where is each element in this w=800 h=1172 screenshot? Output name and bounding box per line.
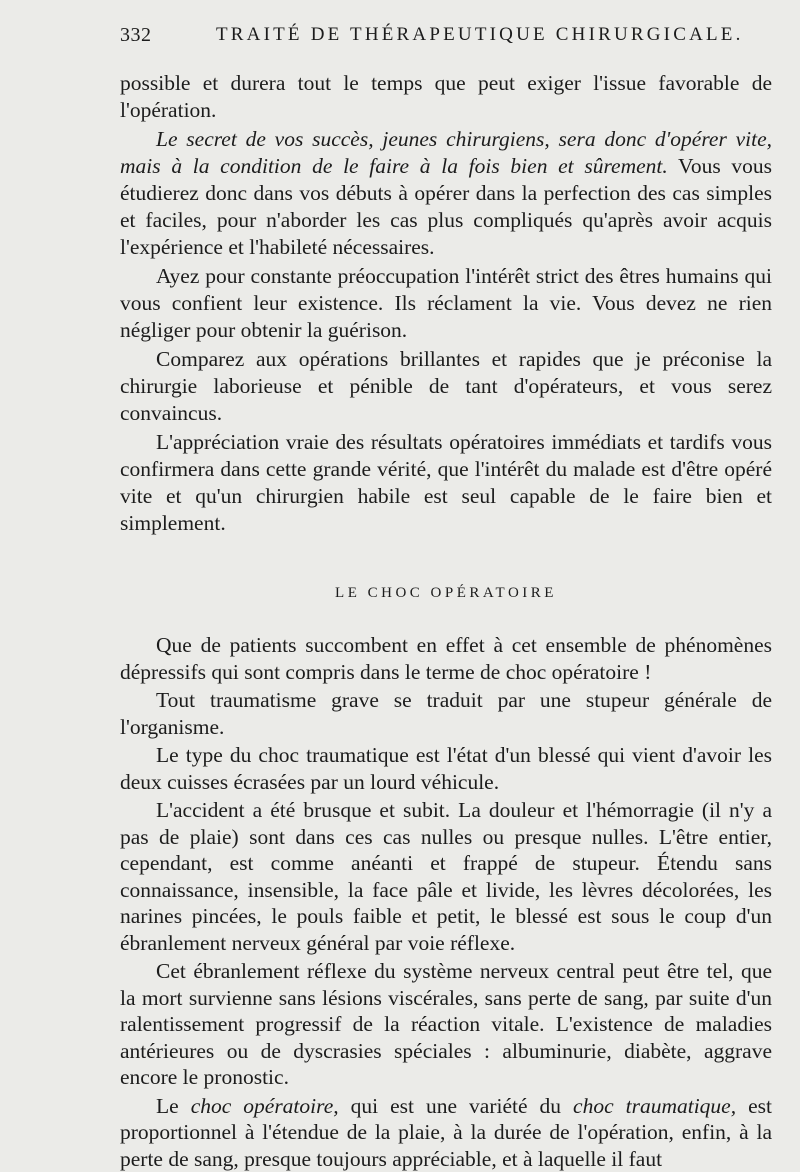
- section-heading: LE CHOC OPÉRATOIRE: [120, 585, 772, 602]
- paragraph: Tout traumatisme grave se traduit par une stupeur générale de l'organisme.: [120, 687, 772, 740]
- paragraph: L'appréciation vraie des résultats opératoires immédiats et tardifs vous confirmera dans cette grande vérité, que l'intérêt du malade est d'être opéré vite et qu'un chirurgien habile est seul capable de le faire bien et simplement.: [120, 429, 772, 537]
- paragraph: [120, 1093, 772, 1172]
- italic-term: choc traumatique,: [573, 1094, 736, 1118]
- paragraph-text: Le: [156, 1094, 191, 1118]
- running-head: [120, 0, 772, 70]
- paragraph-text: Vous vous étudierez donc dans vos débuts à opérer dans la perfection des cas simples et faciles, pour n'aborder les cas plus compliqués qu'après avoir acquis l'expérience et l'habileté nécessaires.: [120, 154, 772, 259]
- paragraph: Cet ébranlement réflexe du système nerveux central peut être tel, que la mort survienne sans lésions viscérales, sans perte de sang, par suite d'un ralentissement progressif de la réaction vitale. L'existence de maladies antérieures ou de dyscrasies spéciales : albuminurie, diabète, aggrave encore le pronostic.: [120, 958, 772, 1091]
- paragraph: Ayez pour constante préoccupation l'intérêt strict des êtres humains qui vous confient leur existence. Ils réclament la vie. Vous devez ne rien négliger pour obtenir la guérison.: [120, 263, 772, 344]
- page-number: 332: [120, 24, 152, 47]
- running-title: TRAITÉ DE THÉRAPEUTIQUE CHIRURGICALE.: [216, 24, 772, 46]
- paragraph: Le type du choc traumatique est l'état d'un blessé qui vient d'avoir les deux cuisses écrasées par un lourd véhicule.: [120, 742, 772, 795]
- paragraph-text: qui est une variété du: [339, 1094, 573, 1118]
- paragraph: possible et durera tout le temps que peut exiger l'issue favorable de l'opération.: [120, 70, 772, 124]
- section-text: [120, 632, 772, 1172]
- intro-text: [120, 70, 772, 537]
- paragraph: [120, 126, 772, 261]
- italic-term: choc opératoire,: [191, 1094, 339, 1118]
- paragraph: Que de patients succombent en effet à cet ensemble de phénomènes dépressifs qui sont compris dans le terme de choc opératoire !: [120, 632, 772, 685]
- paragraph-text: est proportionnel à l'étendue de la plaie, à la durée de l'opération, enfin, à la perte de sang, presque toujours appréciable, et à laquelle il faut: [120, 1094, 772, 1171]
- paragraph: L'accident a été brusque et subit. La douleur et l'hémorragie (il n'y a pas de plaie) sont dans ces cas nulles ou presque nulles. L'être entier, cependant, est comme anéanti et frappé de stupeur. Étendu sans connaissance, insensible, la face pâle et livide, les lèvres décolorées, les narines pincées, le pouls faible et petit, le blessé est sous le coup d'un ébranlement nerveux général par voie réflexe.: [120, 797, 772, 956]
- italic-phrase: Le secret de vos succès, jeunes chirurgiens, sera donc d'opérer vite, mais à la condition de le faire à la fois bien et sûrement.: [120, 127, 772, 178]
- paragraph: Comparez aux opérations brillantes et rapides que je préconise la chirurgie laborieuse et pénible de tant d'opérateurs, et vous serez convaincus.: [120, 346, 772, 427]
